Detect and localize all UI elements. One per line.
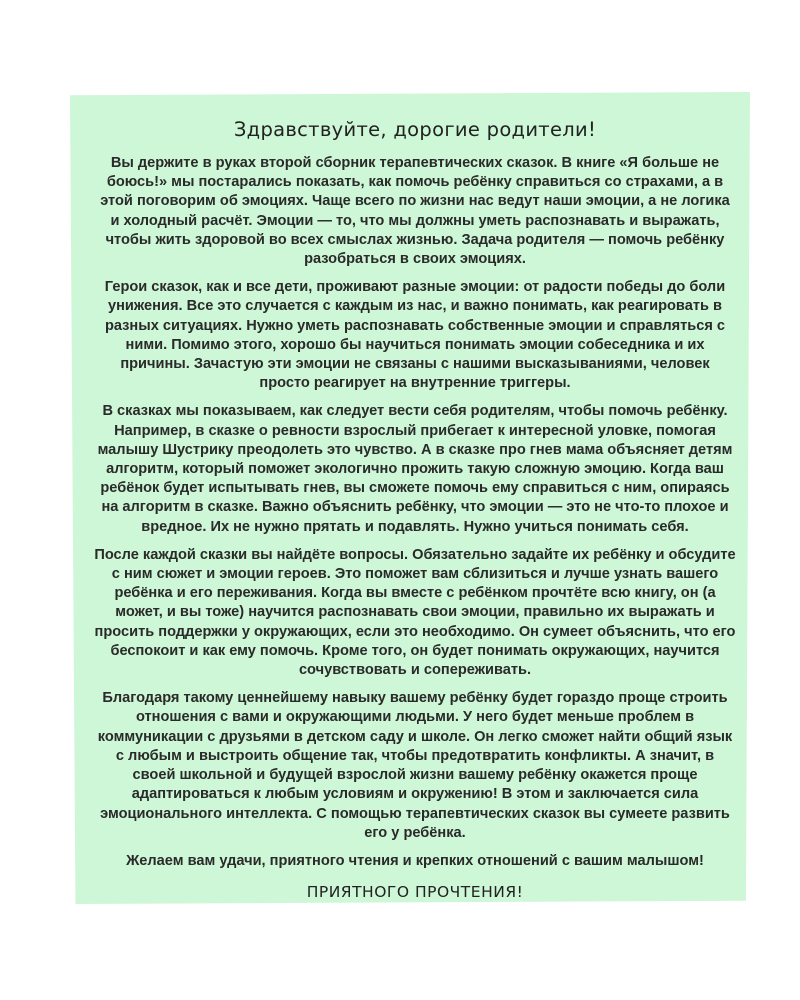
- closing-signoff: ПРИЯТНОГО ПРОЧТЕНИЯ!: [306, 883, 524, 902]
- paragraph-skills: Благодаря такому ценнейшему навыку вашему ребёнку будет гораздо проще строить отношения с вами и окружающими людьми. У него будет меньше проблем в коммуникации с друзьями в детском саду и школе. Он легко сможет найти общий язык с любым и выстроить общение так, чтобы предотвратить конфликты. А значит, в своей школьной и будущей взрослой жизни вашему ребёнку окажется проще адаптироваться к любым условиям и окружению! В этом и заключается сила эмоционального интеллекта. С помощью терапевтических сказок вы сумеете развить его у ребёнка.: [97, 690, 733, 841]
- letter-heading: Здравствуйте, дорогие родители!: [233, 118, 597, 141]
- paragraph-intro: Вы держите в руках второй сборник терапевтических сказок. В книге «Я больше не боюсь!» мы постарались показать, как помочь ребёнку справиться со страхами, а в этой поговорим об эмоциях. Чаще всего по жизни нас ведут наши эмоции, а не логика и холодный расчёт. Эмоции — то, что мы должны уметь распознавать и выражать, чтобы жить здоровой во всех смыслах жизнью. Задача родителя — помочь ребёнку разобраться в своих эмоциях.: [100, 155, 730, 268]
- paragraph-questions: После каждой сказки вы найдёте вопросы. Обязательно задайте их ребёнку и обсудите с ним сюжет и эмоции героев. Это поможет вам сблизиться и лучше узнать вашего ребёнка и его переживания. Когда вы вместе с ребёнком прочтёте всю книгу, он (а может, и вы тоже) научится распознавать свои эмоции, правильно их выражать и просить поддержки у окружающих, если это необходимо. Он сумеет объяснить, что его беспокоит и как ему помочь. Кроме того, он будет понимать окружающих, научится сочувствовать и сопереживать.: [94, 546, 736, 679]
- paragraph-heroes: Герои сказок, как и все дети, проживают разные эмоции: от радости победы до боли унижения. Все это случается с каждым из нас, и важно понимать, как реагировать в разных ситуациях. Нужно уметь распознавать собственные эмоции и справляться с ними. Помимо этого, хорошо бы научиться понимать эмоции собеседника и их причины. Зачастую эти эмоции не связаны с нашими высказываниями, человек просто реагирует на внутренние триггеры.: [104, 279, 726, 392]
- paragraph-wishes: Желаем вам удачи, приятного чтения и крепких отношений с вашим малышом!: [126, 852, 704, 869]
- letter-content: [94, 116, 736, 904]
- paragraph-fairy-tales: В сказках мы показываем, как следует вести себя родителям, чтобы помочь ребёнку. Например, в сказке о ревности взрослый прибегает к интересной уловке, помогая малышу Шустрику преодолеть это чувство. А в сказке про гнев мама объясняет детям алгоритм, который поможет экологично прожить такую сложную эмоцию. Когда ваш ребёнок будет испытывать гнев, вы сможете помочь ему справиться с ним, опираясь на алгоритм в сказке. Важно объяснить ребёнку, что эмоции — это не что-то плохое и вредное. Их не нужно прятать и подавлять. Нужно учиться понимать себя.: [97, 403, 733, 535]
